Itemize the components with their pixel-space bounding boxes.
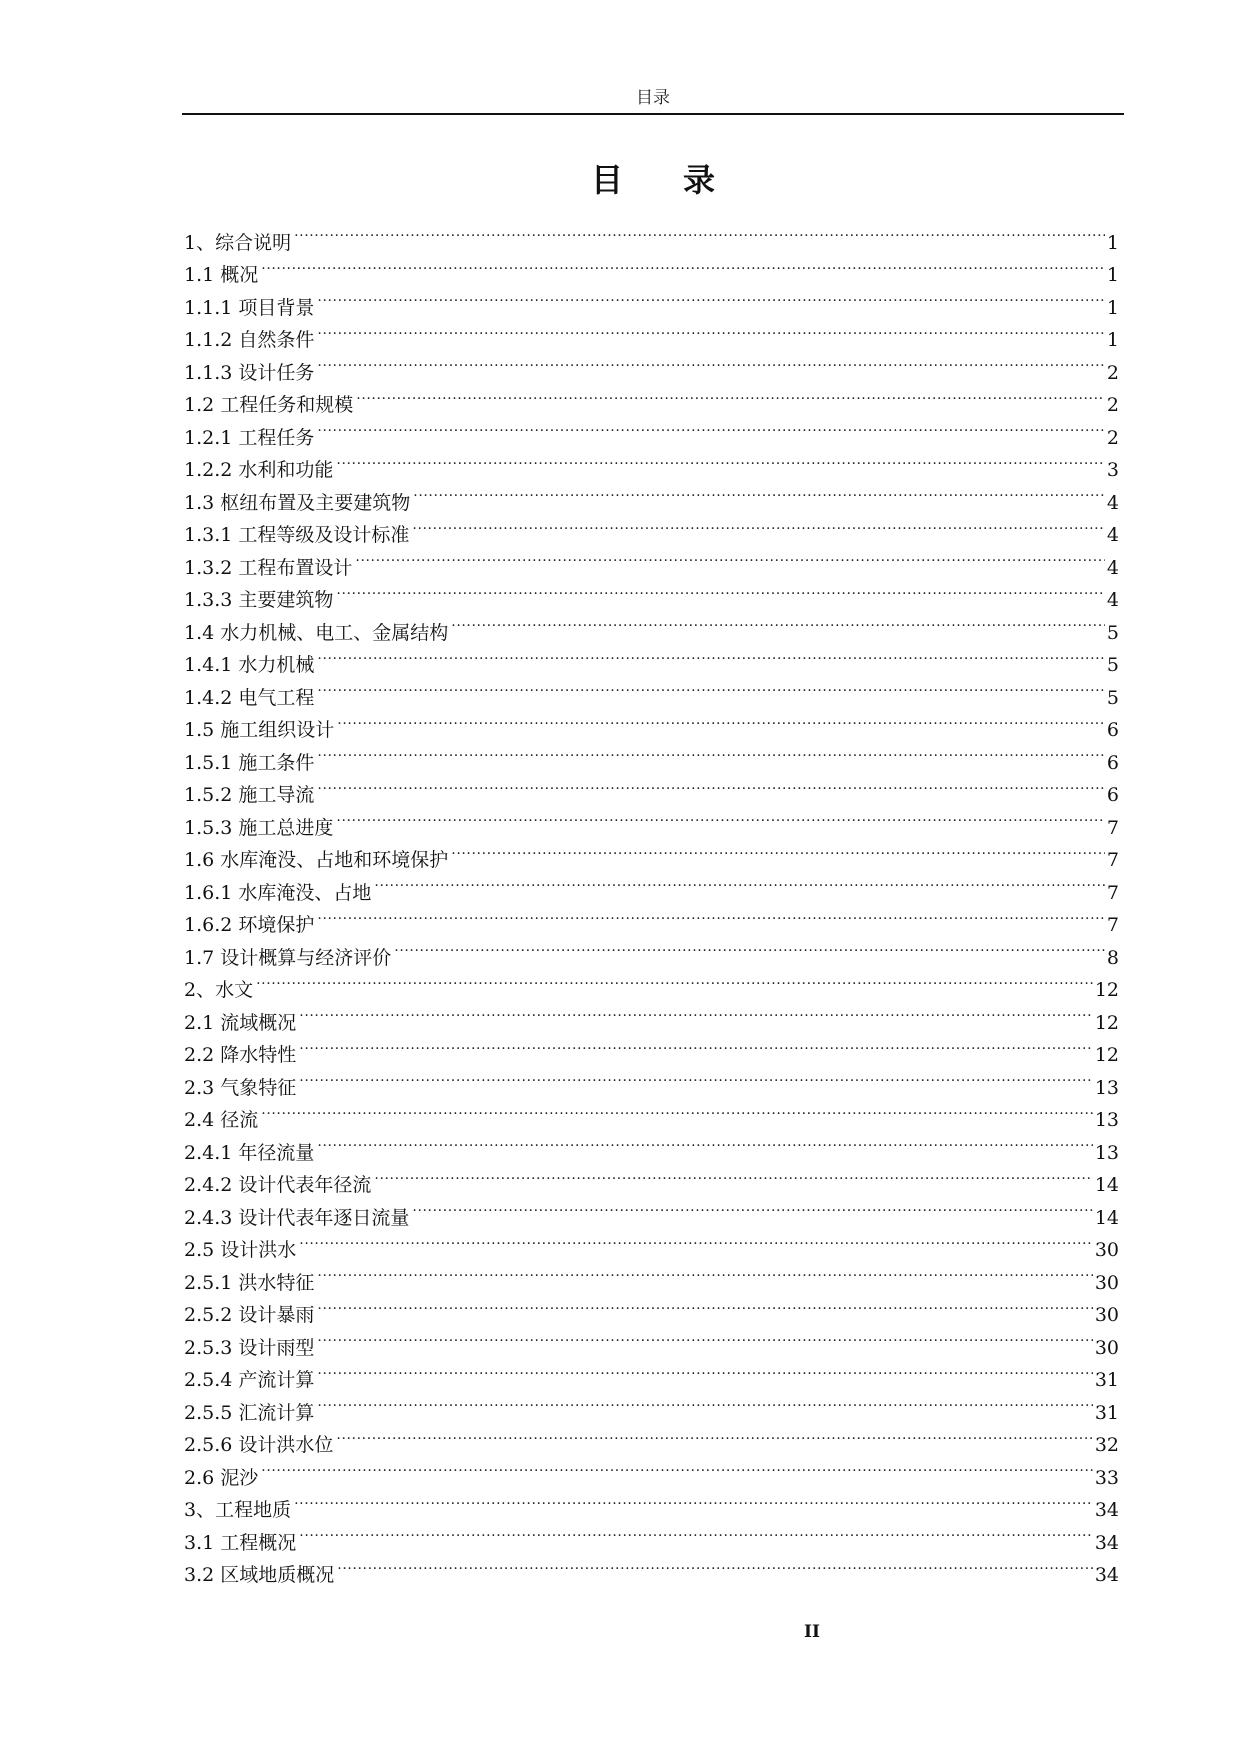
toc-dot-leader — [317, 899, 1105, 932]
page-number: II — [804, 1622, 820, 1642]
toc-entry[interactable] — [184, 281, 1119, 319]
toc-entry-page: 3 — [1106, 459, 1119, 481]
toc-dot-leader — [394, 931, 1105, 964]
toc-entry-label: 2.4.3 设计代表年逐日流量 — [184, 1206, 410, 1229]
toc-entry[interactable] — [184, 314, 1119, 351]
toc-entry-page: 12 — [1094, 1011, 1119, 1034]
toc-entry[interactable] — [184, 1419, 1119, 1456]
toc-entry[interactable] — [184, 1029, 1119, 1066]
toc-entry-page: 14 — [1094, 1174, 1119, 1196]
toc-entry[interactable] — [184, 769, 1119, 806]
toc-dot-leader — [317, 281, 1105, 314]
toc-entry-label: 3、工程地质 — [184, 1499, 292, 1521]
toc-dot-leader — [299, 996, 1093, 1029]
toc-entry-label: 1.5.3 施工总进度 — [184, 816, 334, 839]
toc-dot-leader — [336, 444, 1105, 477]
toc-entry-label: 2.5.4 产流计算 — [184, 1369, 315, 1391]
toc-entry-label: 1.1.3 设计任务 — [184, 361, 315, 384]
toc-dot-leader — [412, 1191, 1092, 1224]
toc-entry-page: 4 — [1106, 589, 1119, 611]
toc-entry[interactable] — [184, 671, 1119, 709]
toc-entry-page: 6 — [1106, 719, 1119, 741]
toc-entry-label: 1.5.1 施工条件 — [184, 751, 315, 774]
toc-entry-page: 7 — [1106, 881, 1119, 904]
toc-entry-page: 33 — [1094, 1466, 1119, 1489]
toc-entry-page: 30 — [1094, 1336, 1119, 1359]
toc-entry-page: 7 — [1106, 816, 1119, 839]
toc-dot-leader — [256, 964, 1093, 997]
toc-dot-leader — [374, 866, 1105, 899]
toc-entry[interactable] — [184, 1321, 1119, 1359]
toc-dot-leader — [374, 1159, 1092, 1192]
toc-entry-label: 1.5 施工组织设计 — [184, 719, 335, 741]
toc-entry[interactable] — [184, 1516, 1119, 1554]
toc-entry-label: 2、水文 — [184, 979, 254, 1001]
toc-entry-page: 5 — [1106, 654, 1119, 676]
toc-entry-page: 13 — [1094, 1141, 1119, 1164]
toc-entry[interactable] — [184, 216, 1119, 254]
toc-entry-page: 4 — [1106, 524, 1119, 546]
toc-entry[interactable] — [184, 1094, 1119, 1131]
toc-entry-label: 2.5.1 洪水特征 — [184, 1271, 315, 1294]
toc-dot-leader — [336, 574, 1105, 607]
toc-dot-leader — [356, 379, 1105, 412]
toc-entry[interactable] — [184, 931, 1119, 969]
toc-dot-leader — [317, 736, 1105, 769]
toc-entry[interactable] — [184, 249, 1119, 286]
toc-entry[interactable] — [184, 1256, 1119, 1294]
toc-entry-page: 12 — [1094, 1044, 1119, 1066]
toc-dot-leader — [355, 541, 1105, 574]
toc-dot-leader — [294, 216, 1105, 249]
toc-heading: 目录 — [590, 161, 775, 199]
toc-entry[interactable] — [184, 1484, 1119, 1521]
toc-entry-label: 1.4 水力机械、电工、金属结构 — [184, 621, 449, 644]
toc-entry-page: 30 — [1094, 1271, 1119, 1294]
toc-entry[interactable] — [184, 1354, 1119, 1391]
toc-entry[interactable] — [184, 899, 1119, 936]
toc-entry-page: 7 — [1106, 849, 1119, 871]
toc-dot-leader — [412, 509, 1105, 542]
toc-entry[interactable] — [184, 704, 1119, 741]
toc-dot-leader — [451, 606, 1105, 639]
toc-entry[interactable] — [184, 1126, 1119, 1164]
toc-entry-label: 1.2.2 水利和功能 — [184, 459, 334, 481]
toc-entry-page: 5 — [1106, 621, 1119, 644]
toc-entry-label: 1.1.2 自然条件 — [184, 329, 315, 351]
toc-entry[interactable] — [184, 1451, 1119, 1489]
toc-entry-label: 1.1.1 项目背景 — [184, 296, 315, 319]
toc-entry-label: 2.4.1 年径流量 — [184, 1141, 315, 1164]
toc-entry-page: 1 — [1106, 329, 1119, 351]
toc-entry-page: 30 — [1094, 1239, 1119, 1261]
toc-dot-leader — [317, 1386, 1092, 1419]
toc-entry-label: 1、综合说明 — [184, 231, 292, 254]
toc-entry[interactable] — [184, 1549, 1119, 1586]
toc-entry[interactable] — [184, 346, 1119, 384]
toc-entry-page: 34 — [1094, 1531, 1119, 1554]
toc-dot-leader — [317, 346, 1105, 379]
toc-entry[interactable] — [184, 411, 1119, 449]
toc-dot-leader — [317, 314, 1105, 347]
toc-dot-leader — [261, 1451, 1093, 1484]
toc-entry-page: 6 — [1106, 751, 1119, 774]
toc-dot-leader — [299, 1516, 1093, 1549]
toc-entry-label: 2.5.5 汇流计算 — [184, 1401, 315, 1424]
toc-entry-page: 4 — [1106, 556, 1119, 579]
toc-entry-page: 1 — [1106, 231, 1119, 254]
toc-entry-page: 30 — [1094, 1304, 1119, 1326]
toc-entry-page: 13 — [1094, 1109, 1119, 1131]
toc-dot-leader — [337, 704, 1105, 737]
toc-entry-label: 2.5.2 设计暴雨 — [184, 1304, 315, 1326]
toc-entry-page: 2 — [1106, 361, 1119, 384]
toc-entry-label: 2.5 设计洪水 — [184, 1239, 297, 1261]
toc-entry-label: 1.3.3 主要建筑物 — [184, 589, 334, 611]
toc-entry-page: 7 — [1106, 914, 1119, 936]
toc-entry-label: 1.4.1 水力机械 — [184, 654, 315, 676]
toc-entry-page: 6 — [1106, 784, 1119, 806]
toc-entry[interactable] — [184, 1289, 1119, 1326]
toc-dot-leader — [451, 834, 1105, 867]
toc-entry-page: 31 — [1094, 1401, 1119, 1424]
toc-entry[interactable] — [184, 639, 1119, 676]
toc-entry-label: 1.7 设计概算与经济评价 — [184, 946, 392, 969]
toc-dot-leader — [337, 1549, 1093, 1582]
toc-entry[interactable] — [184, 964, 1119, 1001]
toc-entry-page: 8 — [1106, 946, 1119, 969]
toc-dot-leader — [317, 671, 1105, 704]
toc-entry[interactable] — [184, 801, 1119, 839]
toc-entry-page: 12 — [1094, 979, 1119, 1001]
toc-entry-page: 2 — [1106, 426, 1119, 449]
toc-entry-label: 2.4.2 设计代表年径流 — [184, 1174, 372, 1196]
toc-dot-leader — [317, 769, 1105, 802]
toc-entry-page: 32 — [1094, 1434, 1119, 1456]
toc-dot-leader — [299, 1224, 1093, 1257]
toc-dot-leader — [317, 411, 1105, 444]
header-rule — [182, 113, 1124, 115]
toc-entry-page: 34 — [1094, 1499, 1119, 1521]
toc-entry-label: 2.2 降水特性 — [184, 1044, 297, 1066]
toc-entry-page: 1 — [1106, 264, 1119, 286]
toc-entry-label: 2.5.3 设计雨型 — [184, 1336, 315, 1359]
toc-dot-leader — [299, 1029, 1093, 1062]
toc-dot-leader — [317, 1256, 1092, 1289]
toc-entry[interactable] — [184, 444, 1119, 481]
toc-entry-label: 1.3.2 工程布置设计 — [184, 556, 353, 579]
toc-entry-label: 1.2.1 工程任务 — [184, 426, 315, 449]
toc-entry-page: 34 — [1094, 1564, 1119, 1586]
toc-list — [184, 216, 1119, 1586]
toc-entry-label: 1.6.2 环境保护 — [184, 914, 315, 936]
toc-entry-page: 2 — [1106, 394, 1119, 416]
toc-entry-label: 1.3.1 工程等级及设计标准 — [184, 524, 410, 546]
toc-entry[interactable] — [184, 1386, 1119, 1424]
toc-entry-label: 2.1 流域概况 — [184, 1011, 297, 1034]
toc-entry-label: 2.5.6 设计洪水位 — [184, 1434, 334, 1456]
toc-entry[interactable] — [184, 736, 1119, 774]
toc-dot-leader — [317, 639, 1105, 672]
toc-entry-page: 4 — [1106, 491, 1119, 514]
toc-entry-label: 2.6 泥沙 — [184, 1466, 259, 1489]
toc-entry-label: 1.2 工程任务和规模 — [184, 394, 354, 416]
toc-entry-label: 1.6 水库淹没、占地和环境保护 — [184, 849, 449, 871]
toc-dot-leader — [413, 476, 1105, 509]
toc-entry-label: 3.2 区域地质概况 — [184, 1564, 335, 1586]
toc-dot-leader — [261, 1094, 1093, 1127]
toc-entry-label: 2.3 气象特征 — [184, 1076, 297, 1099]
toc-dot-leader — [317, 1126, 1092, 1159]
toc-entry-label: 1.5.2 施工导流 — [184, 784, 315, 806]
toc-entry-page: 5 — [1106, 686, 1119, 709]
toc-entry-page: 14 — [1094, 1206, 1119, 1229]
toc-dot-leader — [261, 249, 1105, 282]
toc-entry-label: 1.3 枢纽布置及主要建筑物 — [184, 491, 411, 514]
toc-dot-leader — [294, 1484, 1093, 1517]
toc-entry[interactable] — [184, 1061, 1119, 1099]
toc-entry-label: 3.1 工程概况 — [184, 1531, 297, 1554]
toc-entry-page: 1 — [1106, 296, 1119, 319]
toc-entry-label: 1.4.2 电气工程 — [184, 686, 315, 709]
toc-dot-leader — [299, 1061, 1093, 1094]
toc-dot-leader — [317, 1321, 1092, 1354]
toc-dot-leader — [336, 801, 1105, 834]
toc-entry-label: 1.1 概况 — [184, 264, 259, 286]
toc-entry[interactable] — [184, 1159, 1119, 1196]
toc-dot-leader — [336, 1419, 1092, 1452]
toc-dot-leader — [317, 1289, 1092, 1322]
toc-entry-page: 13 — [1094, 1076, 1119, 1099]
toc-dot-leader — [317, 1354, 1092, 1387]
toc-entry[interactable] — [184, 379, 1119, 416]
toc-entry-label: 2.4 径流 — [184, 1109, 259, 1131]
toc-entry-label: 1.6.1 水库淹没、占地 — [184, 881, 372, 904]
running-header: 目录 — [636, 88, 670, 108]
toc-entry-page: 31 — [1094, 1369, 1119, 1391]
toc-entry[interactable] — [184, 1224, 1119, 1261]
toc-entry[interactable] — [184, 996, 1119, 1034]
